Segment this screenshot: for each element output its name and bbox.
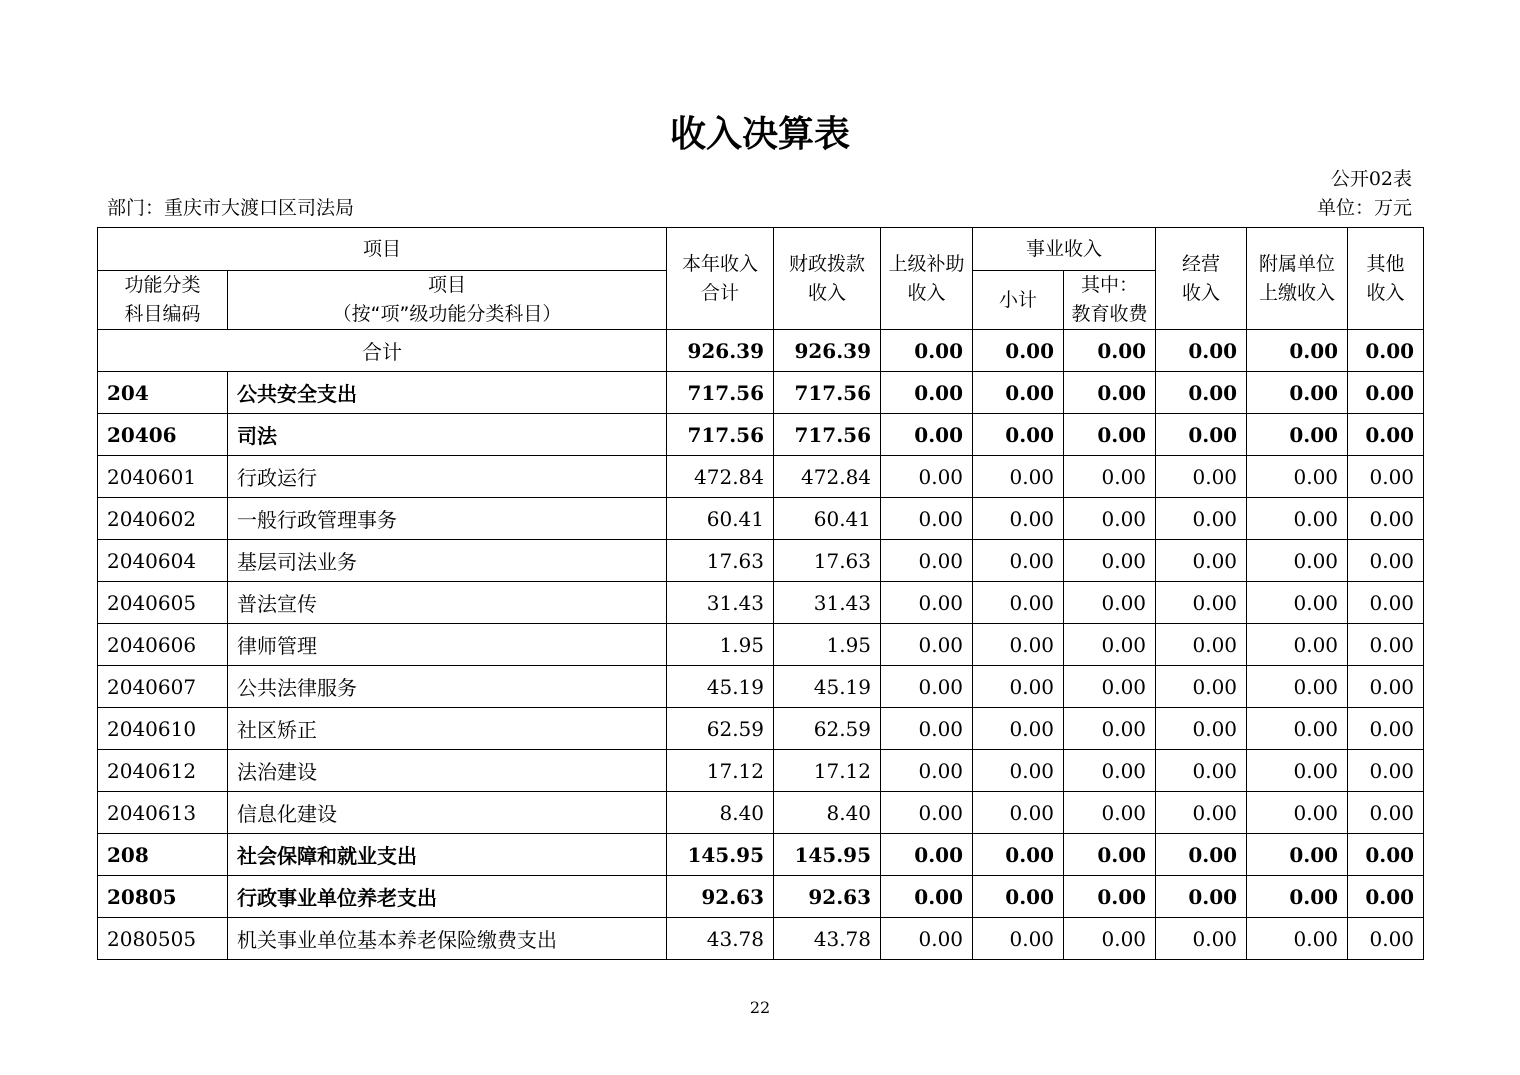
header-subtotal: 小计	[973, 271, 1064, 330]
row-value: 717.56	[667, 414, 774, 456]
row-value: 17.63	[667, 540, 774, 582]
row-value: 0.00	[1156, 498, 1247, 540]
row-value: 0.00	[881, 666, 973, 708]
row-name: 一般行政管理事务	[228, 498, 667, 540]
row-value: 43.78	[774, 918, 881, 960]
header-other: 其他 收入	[1348, 228, 1424, 330]
row-value: 0.00	[1156, 708, 1247, 750]
row-value: 0.00	[1247, 540, 1348, 582]
row-value: 0.00	[973, 540, 1064, 582]
row-value: 0.00	[1247, 624, 1348, 666]
table-row	[98, 708, 1424, 750]
row-value: 0.00	[1348, 876, 1424, 918]
table-row	[98, 834, 1424, 876]
row-value: 0.00	[1348, 456, 1424, 498]
row-value: 0.00	[1247, 876, 1348, 918]
unit-label: 单位：万元	[1316, 197, 1412, 219]
row-value: 0.00	[1156, 876, 1247, 918]
row-value: 0.00	[1348, 666, 1424, 708]
row-value: 0.00	[1247, 414, 1348, 456]
row-value: 17.63	[774, 540, 881, 582]
row-value: 0.00	[1348, 540, 1424, 582]
row-value: 0.00	[1064, 456, 1156, 498]
total-value: 0.00	[1064, 330, 1156, 372]
row-value: 17.12	[774, 750, 881, 792]
row-value: 0.00	[1064, 498, 1156, 540]
table-row	[98, 414, 1424, 456]
row-value: 0.00	[1064, 414, 1156, 456]
row-value: 0.00	[881, 750, 973, 792]
row-value: 0.00	[1348, 792, 1424, 834]
header-total: 本年收入 合计	[667, 228, 774, 330]
row-value: 0.00	[881, 624, 973, 666]
row-code: 2040613	[98, 792, 228, 834]
income-table	[97, 227, 1424, 960]
table-row	[98, 498, 1424, 540]
row-value: 0.00	[881, 582, 973, 624]
row-code: 2040606	[98, 624, 228, 666]
row-value: 0.00	[1348, 372, 1424, 414]
row-value: 0.00	[1156, 750, 1247, 792]
row-value: 0.00	[973, 876, 1064, 918]
table-row	[98, 792, 1424, 834]
row-code: 2040607	[98, 666, 228, 708]
total-value: 0.00	[1156, 330, 1247, 372]
table-row	[98, 918, 1424, 960]
row-code: 208	[98, 834, 228, 876]
row-value: 717.56	[774, 372, 881, 414]
table-row	[98, 750, 1424, 792]
row-value: 0.00	[1064, 792, 1156, 834]
total-value: 926.39	[774, 330, 881, 372]
total-row	[98, 330, 1424, 372]
row-name: 机关事业单位基本养老保险缴费支出	[228, 918, 667, 960]
row-value: 0.00	[973, 708, 1064, 750]
row-value: 62.59	[774, 708, 881, 750]
row-value: 472.84	[774, 456, 881, 498]
row-name: 基层司法业务	[228, 540, 667, 582]
row-value: 8.40	[774, 792, 881, 834]
row-value: 0.00	[1156, 456, 1247, 498]
row-value: 472.84	[667, 456, 774, 498]
row-value: 1.95	[774, 624, 881, 666]
total-value: 926.39	[667, 330, 774, 372]
row-value: 0.00	[1247, 372, 1348, 414]
total-label: 合计	[98, 330, 667, 372]
header-fiscal: 财政拨款 收入	[774, 228, 881, 330]
row-value: 0.00	[881, 372, 973, 414]
row-value: 0.00	[1156, 372, 1247, 414]
total-value: 0.00	[1247, 330, 1348, 372]
row-value: 92.63	[774, 876, 881, 918]
row-value: 0.00	[1348, 918, 1424, 960]
row-value: 0.00	[973, 414, 1064, 456]
row-value: 0.00	[1247, 708, 1348, 750]
row-code: 204	[98, 372, 228, 414]
row-name: 行政运行	[228, 456, 667, 498]
row-value: 0.00	[973, 918, 1064, 960]
row-value: 0.00	[1348, 834, 1424, 876]
row-value: 8.40	[667, 792, 774, 834]
table-row	[98, 372, 1424, 414]
row-name: 律师管理	[228, 624, 667, 666]
row-value: 0.00	[1247, 792, 1348, 834]
row-value: 0.00	[881, 876, 973, 918]
row-value: 17.12	[667, 750, 774, 792]
header-code: 功能分类 科目编码	[98, 271, 228, 330]
row-value: 0.00	[881, 792, 973, 834]
row-value: 0.00	[973, 498, 1064, 540]
row-code: 20406	[98, 414, 228, 456]
row-value: 0.00	[1156, 624, 1247, 666]
row-value: 0.00	[1064, 372, 1156, 414]
row-code: 2040602	[98, 498, 228, 540]
row-value: 0.00	[1156, 540, 1247, 582]
row-name: 社区矫正	[228, 708, 667, 750]
row-value: 0.00	[1064, 624, 1156, 666]
row-value: 31.43	[667, 582, 774, 624]
row-value: 0.00	[881, 540, 973, 582]
row-value: 0.00	[1348, 414, 1424, 456]
row-name: 社会保障和就业支出	[228, 834, 667, 876]
header-operating: 经营 收入	[1156, 228, 1247, 330]
row-value: 43.78	[667, 918, 774, 960]
row-code: 2040610	[98, 708, 228, 750]
table-number: 公开02表	[1330, 168, 1412, 190]
table-row	[98, 540, 1424, 582]
row-value: 0.00	[881, 834, 973, 876]
table-row	[98, 666, 1424, 708]
row-value: 0.00	[881, 456, 973, 498]
row-value: 0.00	[1064, 918, 1156, 960]
row-value: 0.00	[1156, 666, 1247, 708]
row-value: 0.00	[1064, 750, 1156, 792]
row-name: 司法	[228, 414, 667, 456]
row-value: 0.00	[1156, 918, 1247, 960]
header-education: 其中： 教育收费	[1064, 271, 1156, 330]
row-code: 2040604	[98, 540, 228, 582]
row-value: 0.00	[1156, 834, 1247, 876]
row-name: 行政事业单位养老支出	[228, 876, 667, 918]
row-value: 0.00	[1348, 582, 1424, 624]
page-number: 22	[749, 998, 771, 1017]
row-name: 公共法律服务	[228, 666, 667, 708]
row-value: 0.00	[1064, 708, 1156, 750]
row-value: 0.00	[1348, 498, 1424, 540]
row-code: 2040612	[98, 750, 228, 792]
row-code: 2040601	[98, 456, 228, 498]
row-value: 0.00	[973, 750, 1064, 792]
row-value: 0.00	[1348, 708, 1424, 750]
row-value: 60.41	[667, 498, 774, 540]
row-value: 45.19	[774, 666, 881, 708]
row-value: 60.41	[774, 498, 881, 540]
row-value: 145.95	[774, 834, 881, 876]
row-value: 0.00	[1247, 582, 1348, 624]
row-value: 92.63	[667, 876, 774, 918]
header-affiliated: 附属单位 上缴收入	[1247, 228, 1348, 330]
row-value: 145.95	[667, 834, 774, 876]
row-value: 0.00	[1156, 792, 1247, 834]
row-value: 0.00	[1064, 540, 1156, 582]
row-value: 0.00	[881, 498, 973, 540]
row-value: 0.00	[1064, 582, 1156, 624]
row-value: 717.56	[667, 372, 774, 414]
row-value: 0.00	[1247, 750, 1348, 792]
row-name: 公共安全支出	[228, 372, 667, 414]
total-value: 0.00	[881, 330, 973, 372]
row-value: 0.00	[973, 372, 1064, 414]
row-value: 0.00	[973, 666, 1064, 708]
row-code: 2040605	[98, 582, 228, 624]
row-value: 0.00	[1348, 624, 1424, 666]
row-value: 1.95	[667, 624, 774, 666]
row-value: 31.43	[774, 582, 881, 624]
row-value: 0.00	[1156, 414, 1247, 456]
row-name: 信息化建设	[228, 792, 667, 834]
row-name: 法治建设	[228, 750, 667, 792]
row-value: 0.00	[1064, 834, 1156, 876]
row-value: 0.00	[881, 708, 973, 750]
row-value: 0.00	[1247, 666, 1348, 708]
header-name: 项目 （按“项”级功能分类科目）	[228, 271, 667, 330]
row-value: 0.00	[1247, 456, 1348, 498]
header-business: 事业收入	[973, 228, 1156, 271]
table-row	[98, 624, 1424, 666]
page-title: 收入决算表	[669, 114, 850, 155]
row-value: 717.56	[774, 414, 881, 456]
table-row	[98, 876, 1424, 918]
total-value: 0.00	[1348, 330, 1424, 372]
row-value: 45.19	[667, 666, 774, 708]
row-value: 0.00	[1247, 918, 1348, 960]
row-value: 0.00	[1247, 498, 1348, 540]
header-superior: 上级补助 收入	[881, 228, 973, 330]
department-label: 部门：重庆市大渡口区司法局	[107, 197, 355, 219]
row-value: 0.00	[1156, 582, 1247, 624]
row-value: 0.00	[973, 834, 1064, 876]
row-value: 0.00	[881, 414, 973, 456]
row-value: 0.00	[973, 582, 1064, 624]
row-value: 0.00	[1064, 876, 1156, 918]
table-row	[98, 582, 1424, 624]
row-value: 0.00	[1348, 750, 1424, 792]
header-item: 项目	[98, 228, 667, 271]
row-value: 0.00	[973, 624, 1064, 666]
total-value: 0.00	[973, 330, 1064, 372]
row-name: 普法宣传	[228, 582, 667, 624]
row-value: 0.00	[1247, 834, 1348, 876]
row-code: 20805	[98, 876, 228, 918]
row-value: 0.00	[1064, 666, 1156, 708]
row-value: 62.59	[667, 708, 774, 750]
row-value: 0.00	[973, 456, 1064, 498]
row-value: 0.00	[973, 792, 1064, 834]
table-row	[98, 456, 1424, 498]
row-value: 0.00	[881, 918, 973, 960]
row-code: 2080505	[98, 918, 228, 960]
